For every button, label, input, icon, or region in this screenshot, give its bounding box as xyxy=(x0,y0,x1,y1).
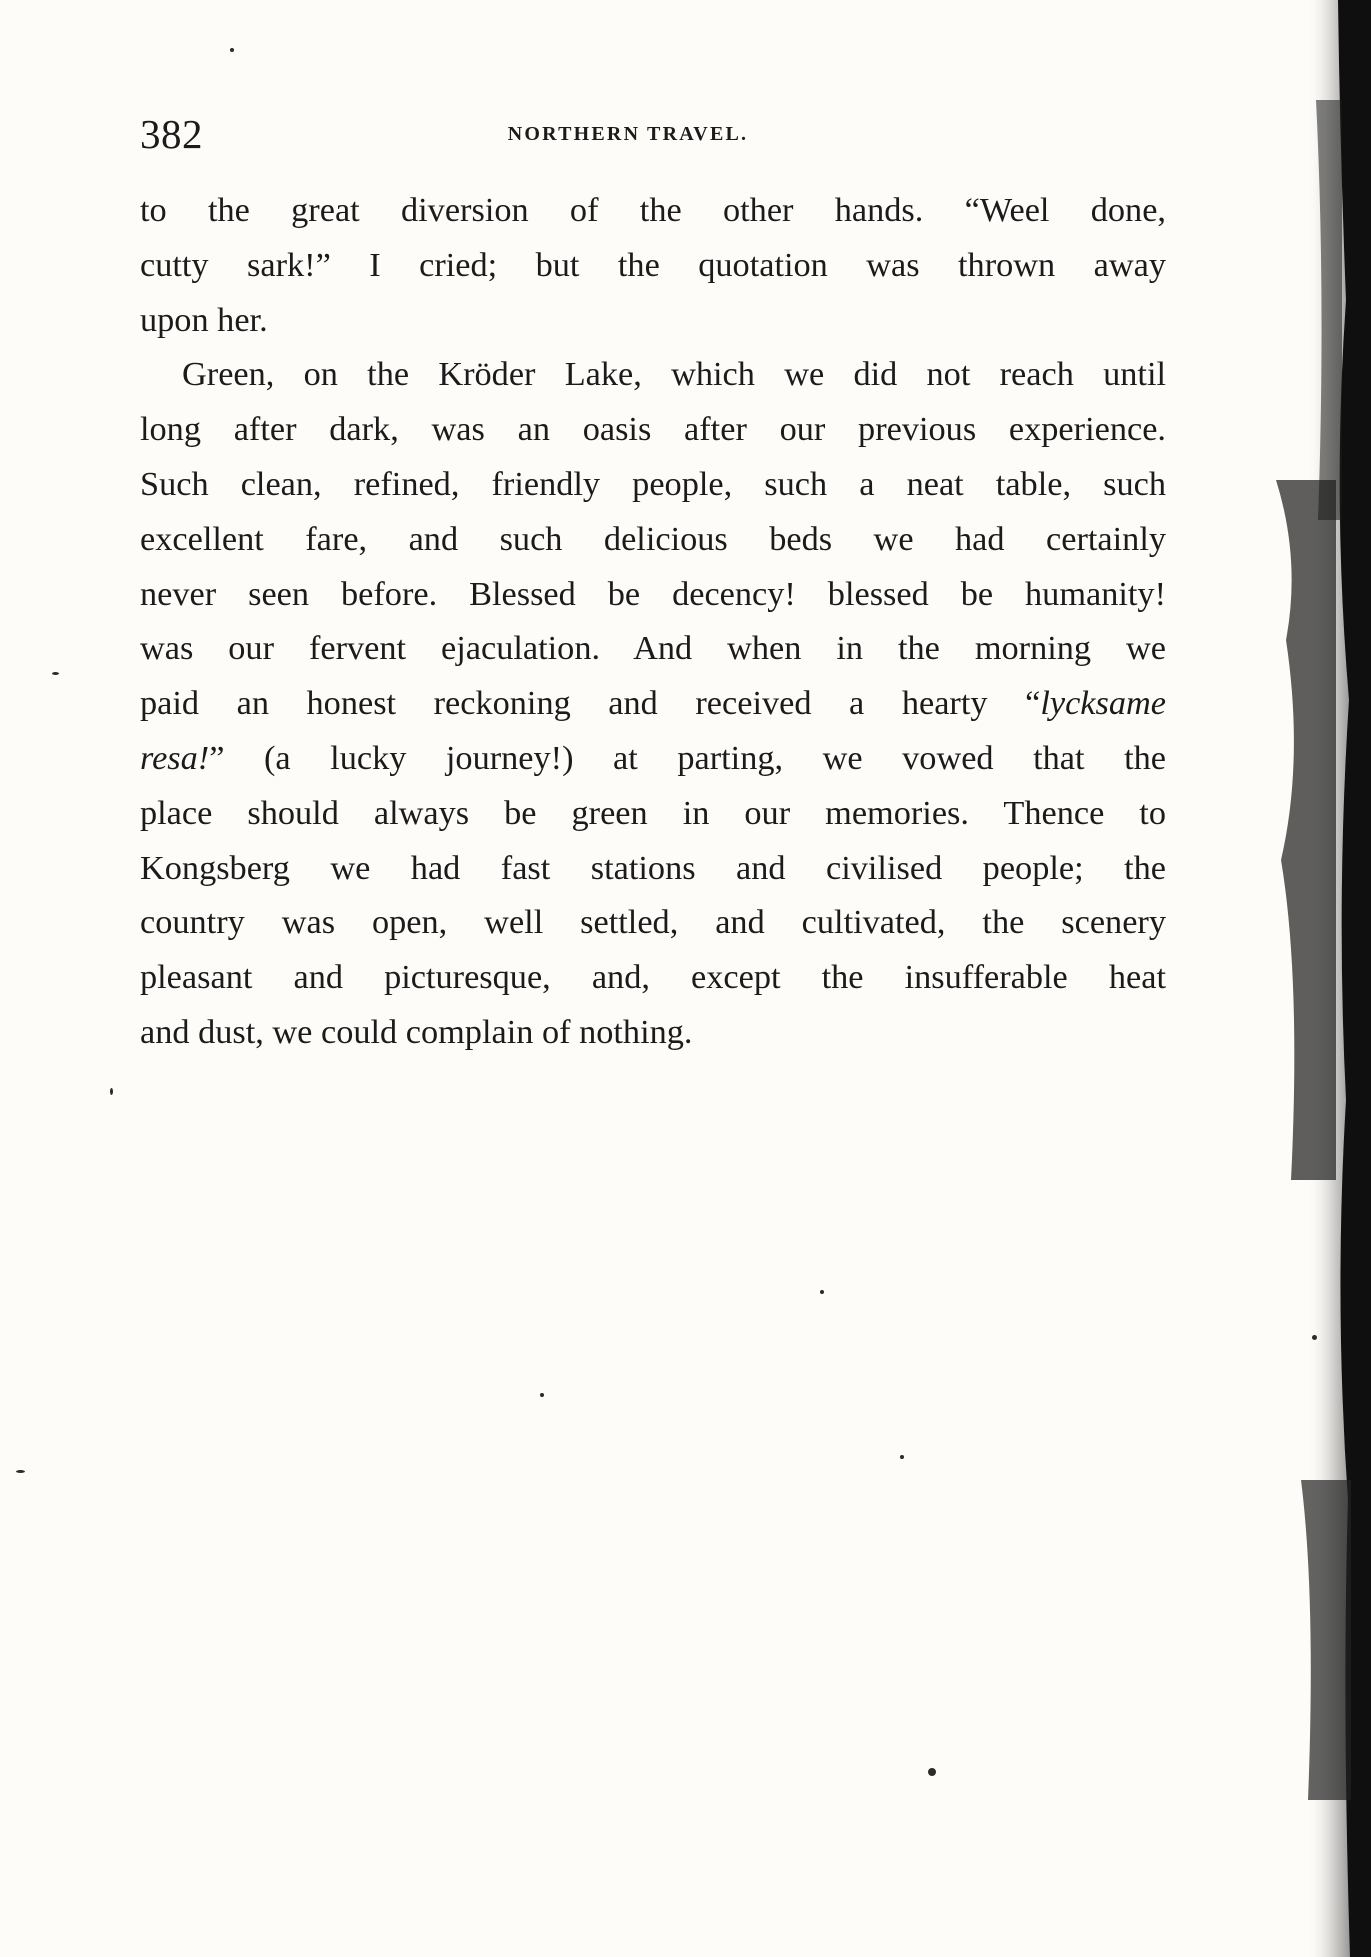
page-header xyxy=(140,108,1166,160)
paper-speck xyxy=(230,48,234,52)
paper-speck xyxy=(928,1768,936,1776)
italic-phrase: resa! xyxy=(140,738,210,777)
text-line: to the great diversion of the other hands. “Weel done, xyxy=(140,191,1166,229)
text-line: was our fervent ejaculation. And when in the morning we xyxy=(140,629,1166,668)
text-line: Such clean, refined, friendly people, such a neat table, such xyxy=(140,464,1166,503)
italic-phrase: lycksame xyxy=(1040,684,1166,723)
paper-speck xyxy=(900,1455,904,1459)
text-line: paid an honest reckoning and received a hearty “lycksame xyxy=(140,684,1166,723)
paper-speck xyxy=(110,1088,113,1095)
paper-speck xyxy=(52,672,59,675)
paper-speck xyxy=(540,1393,544,1397)
text-line: pleasant and picturesque, and, except the insufferable heat xyxy=(140,958,1166,997)
text-line: place should always be green in our memories. Thence to xyxy=(140,793,1166,832)
page-number: 382 xyxy=(140,111,203,157)
text-line: and dust, we could complain of nothing. xyxy=(140,1012,693,1051)
text-line: excellent fare, and such delicious beds we had certainly xyxy=(140,519,1166,558)
paper-speck xyxy=(16,1470,25,1473)
text-line: cutty sark!” I cried; but the quotation was thrown away xyxy=(140,245,1166,284)
text-line: upon her. xyxy=(140,300,268,339)
text-line: Kongsberg we had fast stations and civilised people; the xyxy=(140,848,1166,887)
paragraph-first-line: Green, on the Kröder Lake, which we did not reach until xyxy=(182,355,1166,394)
paper-speck xyxy=(820,1290,824,1294)
paper-speck xyxy=(1312,1335,1317,1340)
text-line: resa!” (a lucky journey!) at parting, we vowed that the xyxy=(140,738,1166,777)
binding-shadow xyxy=(1246,0,1371,1957)
text-line: never seen before. Blessed be decency! blessed be humanity! xyxy=(140,574,1166,613)
running-head: NORTHERN TRAVEL. xyxy=(507,123,749,145)
body-text xyxy=(140,183,1166,1060)
text-line: long after dark, was an oasis after our previous experience. xyxy=(140,410,1166,449)
text-line: country was open, well settled, and cultivated, the scenery xyxy=(140,903,1166,942)
